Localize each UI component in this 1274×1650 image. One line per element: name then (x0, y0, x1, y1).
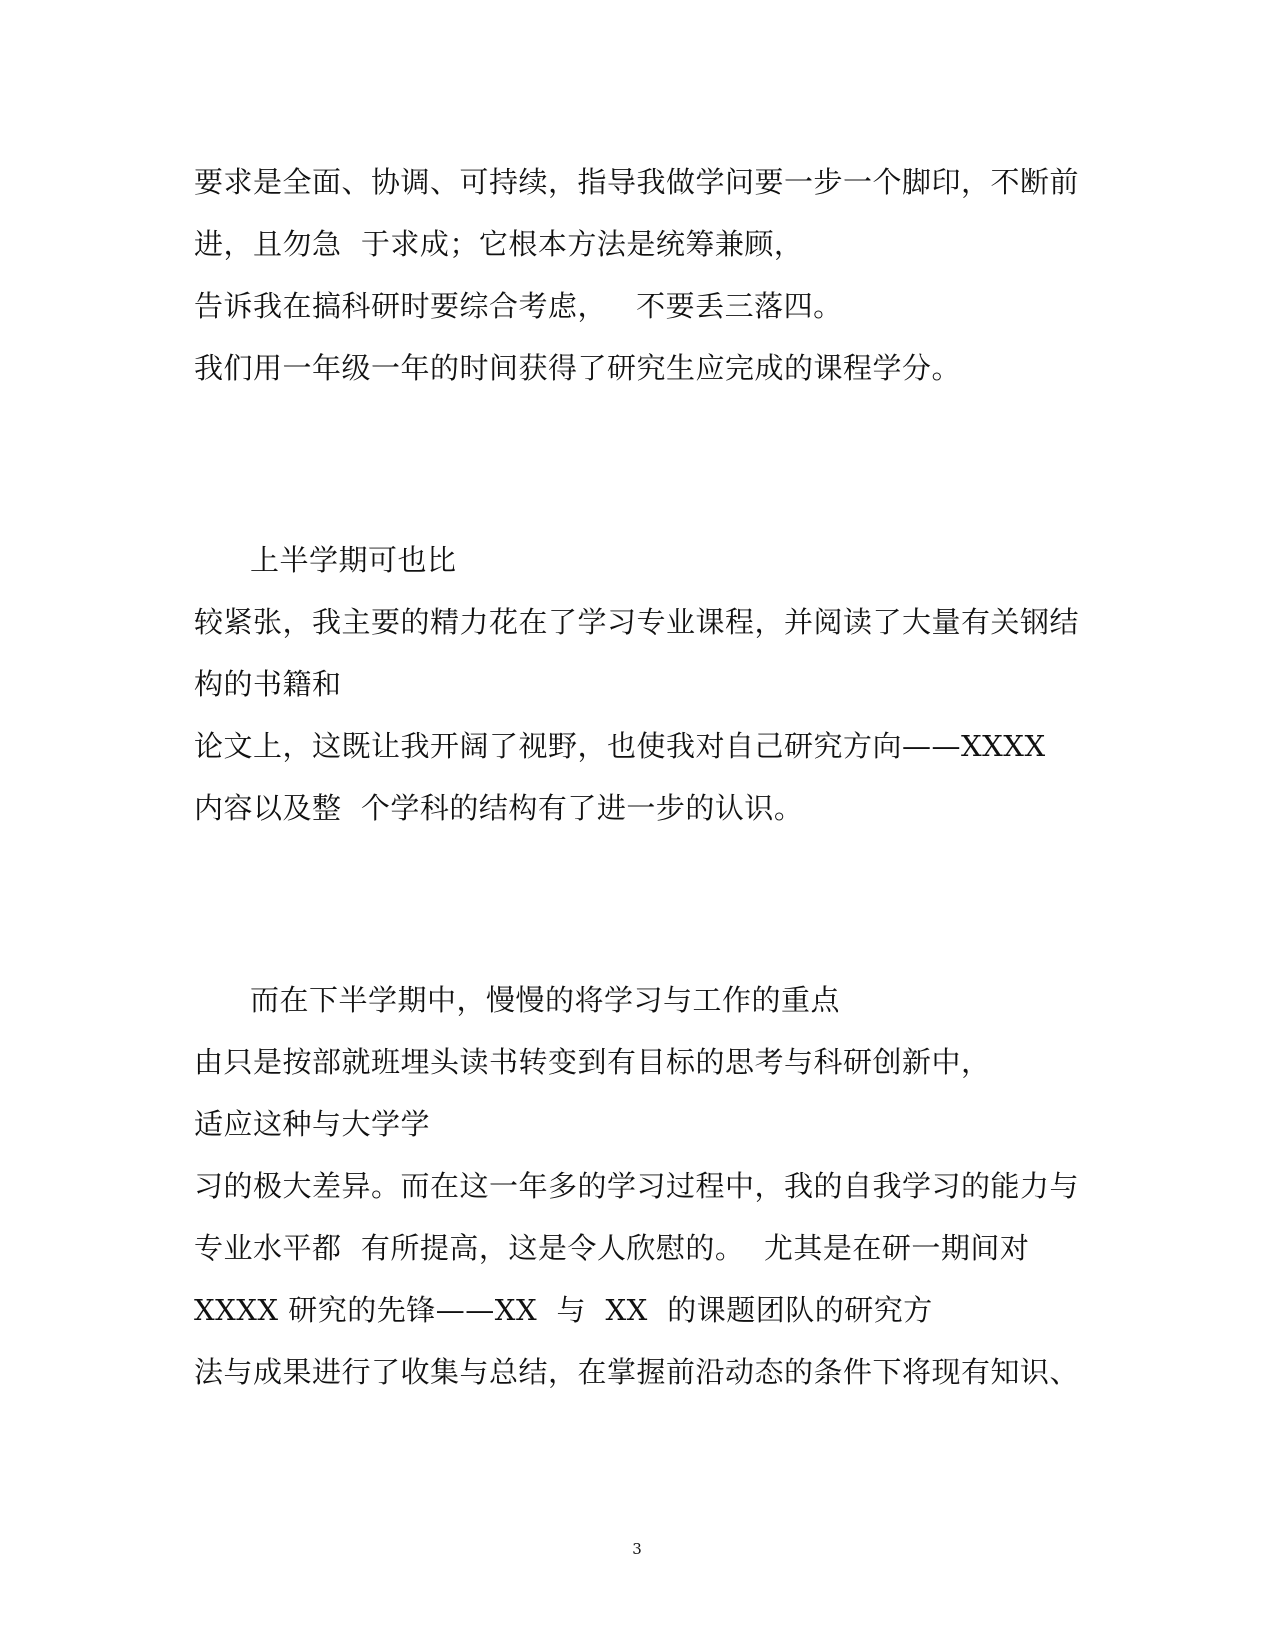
text-line: 专业水平都 有所提高，这是令人欣慰的。 尤其是在研一期间对 (194, 1231, 1030, 1265)
text-line: 我们用一年级一年的时间获得了研究生应完成的课程学分。 (194, 351, 962, 385)
text-line: XXXX 研究的先锋——XX 与 XX 的课题团队的研究方 (194, 1293, 933, 1327)
text-line: 论文上，这既让我开阔了视野，也使我对自己研究方向——XXXX (194, 729, 1046, 763)
text-line: 适应这种与大学学 (194, 1107, 431, 1141)
text-line: 习的极大差异。而在这一年多的学习过程中，我的自我学习的能力与 (194, 1169, 1080, 1203)
text-line: 告诉我在搞科研时要综合考虑， 不要丢三落四。 (194, 289, 843, 323)
text-line: 构的书籍和 (194, 667, 342, 701)
text-line: 由只是按部就班埋头读书转变到有目标的思考与科研创新中， (194, 1045, 991, 1079)
text-line: 而在下半学期中，慢慢的将学习与工作的重点 (250, 983, 841, 1017)
text-line: 上半学期可也比 (250, 543, 457, 577)
text-line: 较紧张，我主要的精力花在了学习专业课程，并阅读了大量有关钢结 (194, 605, 1080, 639)
text-line: 内容以及整 个学科的结构有了进一步的认识。 (194, 791, 804, 825)
text-line: 要求是全面、协调、可持续，指导我做学问要一步一个脚印，不断前 (194, 165, 1080, 199)
page-number: 3 (632, 1540, 642, 1558)
text-line: 法与成果进行了收集与总结，在掌握前沿动态的条件下将现有知识、 (194, 1355, 1080, 1389)
text-line: 进，且勿急 于求成；它根本方法是统筹兼顾， (194, 227, 804, 261)
